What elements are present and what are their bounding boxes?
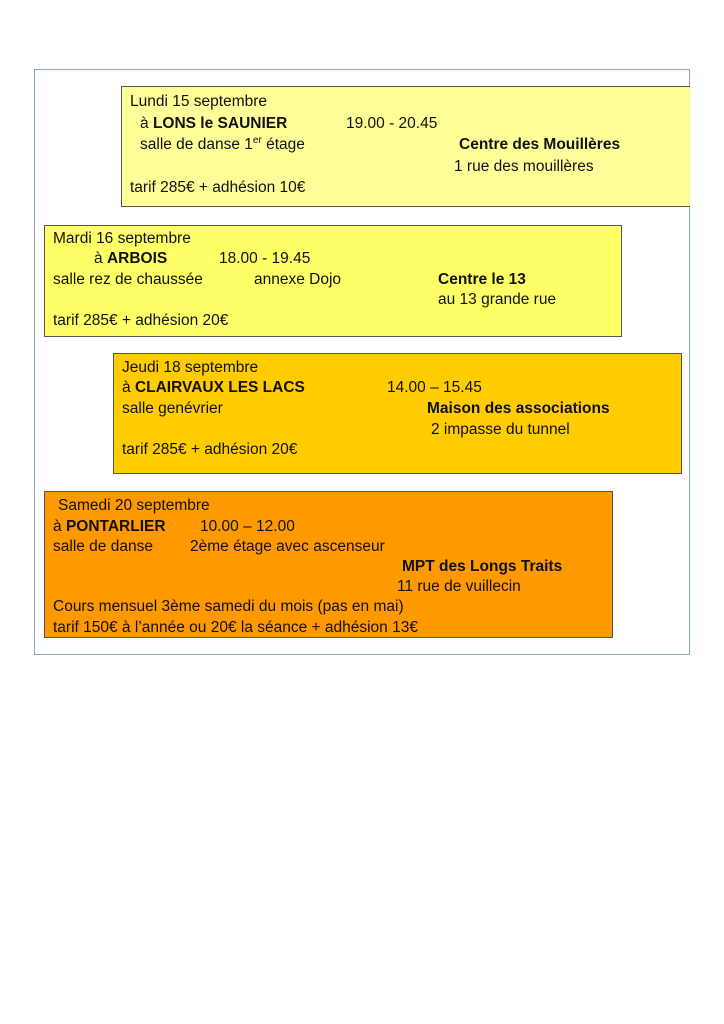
session-room-extra: 2ème étage avec ascenseur	[190, 538, 385, 555]
session-note: Cours mensuel 3ème samedi du mois (pas en mai)	[53, 598, 404, 615]
session-price: tarif 150€ à l’année ou 20€ la séance + adhésion 13€	[53, 619, 418, 636]
session-room: salle de danse	[53, 538, 153, 555]
session-day: Samedi 20 septembre	[58, 497, 210, 514]
city-prefix: à	[140, 115, 153, 132]
session-card-arbois	[44, 225, 622, 337]
session-day: Lundi 15 septembre	[130, 93, 268, 110]
room-main: salle de danse 1	[140, 136, 253, 153]
session-city-line	[140, 114, 287, 134]
session-address: 2 impasse du tunnel	[431, 421, 570, 438]
session-room	[140, 135, 305, 155]
session-room-extra: annexe Dojo	[254, 271, 342, 288]
session-address: 1 rue des mouillères	[454, 158, 594, 175]
session-card-pontarlier	[44, 491, 613, 638]
session-room: salle genévrier	[122, 400, 223, 417]
session-venue: Centre le 13	[438, 271, 526, 288]
session-card-lons	[121, 86, 690, 207]
session-price: tarif 285€ + adhésion 20€	[53, 312, 229, 329]
session-time: 19.00 - 20.45	[346, 115, 438, 132]
session-venue: Maison des associations	[427, 400, 610, 417]
session-price: tarif 285€ + adhésion 20€	[122, 441, 298, 458]
room-superscript: er	[252, 135, 262, 146]
session-day: Mardi 16 septembre	[53, 230, 191, 247]
session-city-line	[53, 517, 166, 537]
session-address: au 13 grande rue	[438, 291, 557, 308]
session-city: ARBOIS	[106, 250, 168, 267]
room-rest: étage	[261, 136, 305, 153]
city-prefix: à	[53, 518, 66, 535]
session-time: 10.00 – 12.00	[200, 518, 295, 535]
session-price: tarif 285€ + adhésion 10€	[130, 179, 306, 196]
session-room: salle rez de chaussée	[53, 271, 203, 288]
session-day: Jeudi 18 septembre	[122, 359, 259, 376]
session-time: 18.00 - 19.45	[219, 250, 311, 267]
city-prefix: à	[122, 379, 135, 396]
session-city: CLAIRVAUX LES LACS	[134, 379, 305, 396]
session-city-line	[94, 249, 167, 269]
session-card-clairvaux	[113, 353, 682, 474]
session-city-line	[122, 378, 305, 398]
session-address: 11 rue de vuillecin	[397, 578, 521, 595]
session-venue: Centre des Mouillères	[459, 136, 621, 153]
session-time: 14.00 – 15.45	[387, 379, 482, 396]
city-prefix: à	[94, 250, 107, 267]
session-venue: MPT des Longs Traits	[402, 558, 563, 575]
session-city: LONS le SAUNIER	[152, 115, 288, 132]
session-city: PONTARLIER	[65, 518, 166, 535]
